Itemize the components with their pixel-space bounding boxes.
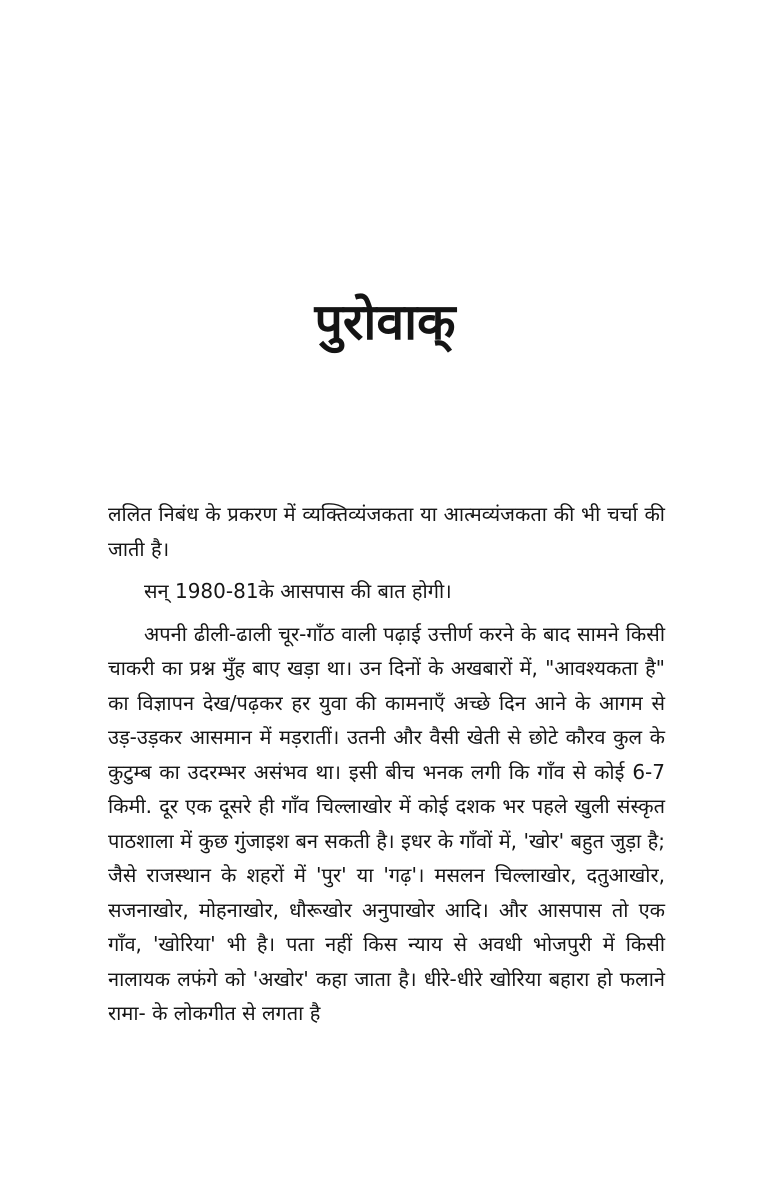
paragraph-2: सन् 1980-81के आसपास की बात होगी। — [144, 579, 452, 603]
body-text — [108, 497, 665, 1031]
paragraph-1: ललित निबंध के प्रकरण में व्यक्तिव्यंजकता या आत्मव्यंजकता की भी चर्चा की जाती है। — [108, 502, 665, 561]
chapter-title: पुरोवाक् — [314, 293, 456, 351]
paragraph-3: अपनी ढीली-ढाली चूर-गाँठ वाली पढ़ाई उत्तीर्ण करने के बाद सामने किसी चाकरी का प्रश्न मुँह बाए खड़ा था। उन दिनों के अखबारों में, "आवश्यकता है" का विज्ञापन देख/पढ़कर हर युवा की कामनाएँ अच्छे दिन आने के आगम से उड़-उड़कर आसमान में मड़रातीं। उतनी और वैसी खेती से छोटे कौरव कुल के कुटुम्ब का उदरम्भर असंभव था। इसी बीच भनक लगी कि गाँव से कोई 6-7 किमी. दूर एक दूसरे ही गाँव चिल्लाखोर में कोई दशक भर पहले खुली संस्कृत पाठशाला में कुछ गुंजाइश बन सकती है। इधर के गाँवों में, 'खोर' बहुत जुड़ा है; जैसे राजस्थान के शहरों में 'पुर' या 'गढ़'। मसलन चिल्लाखोर, दतुआखोर, सजनाखोर, मोहनाखोर, धौरूखोर अनुपाखोर आदि। और आसपास तो एक गाँव, 'खोरिया' भी है। पता नहीं किस न्याय से अवधी भोजपुरी में किसी नालायक लफंगे को 'अखोर' कहा जाता है। धीरे-धीरे खोरिया बहारा हो फलाने रामा- के लोकगीत से लगता है — [108, 621, 665, 1025]
